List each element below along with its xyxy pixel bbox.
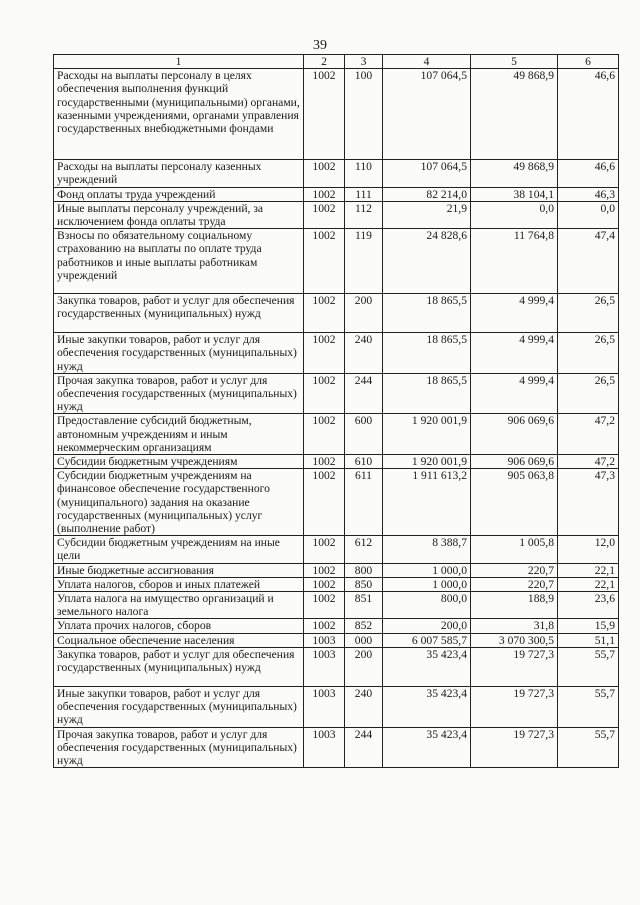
row-name-cell: Субсидии бюджетным учреждениям — [54, 455, 304, 469]
row-expense-type-cell: 851 — [345, 592, 383, 619]
table-row — [54, 373, 619, 414]
row-plan-cell: 107 064,5 — [383, 69, 471, 160]
header-cell-3: 3 — [345, 55, 383, 69]
row-section-cell: 1003 — [304, 727, 345, 768]
row-fact-cell: 0,0 — [471, 201, 558, 228]
row-expense-type-cell: 600 — [345, 414, 383, 455]
row-percent-cell: 26,5 — [558, 373, 619, 414]
table-row — [54, 469, 619, 536]
row-percent-cell: 46,6 — [558, 69, 619, 160]
table-header — [54, 55, 619, 69]
table-row — [54, 633, 619, 647]
row-name-cell: Расходы на выплаты персоналу казенных учреждений — [54, 160, 304, 187]
row-expense-type-cell: 610 — [345, 455, 383, 469]
row-name-cell: Социальное обеспечение населения — [54, 633, 304, 647]
row-section-cell: 1003 — [304, 633, 345, 647]
row-expense-type-cell: 611 — [345, 469, 383, 536]
row-fact-cell: 38 104,1 — [471, 187, 558, 201]
row-percent-cell: 46,3 — [558, 187, 619, 201]
row-plan-cell: 1 000,0 — [383, 577, 471, 591]
row-fact-cell: 220,7 — [471, 577, 558, 591]
row-expense-type-cell: 240 — [345, 686, 383, 727]
row-section-cell: 1002 — [304, 229, 345, 294]
row-section-cell: 1002 — [304, 592, 345, 619]
table-row — [54, 201, 619, 228]
row-section-cell: 1003 — [304, 686, 345, 727]
row-plan-cell: 18 865,5 — [383, 333, 471, 374]
row-fact-cell: 3 070 300,5 — [471, 633, 558, 647]
row-section-cell: 1002 — [304, 69, 345, 160]
row-fact-cell: 31,8 — [471, 619, 558, 633]
row-expense-type-cell: 119 — [345, 229, 383, 294]
row-plan-cell: 82 214,0 — [383, 187, 471, 201]
row-name-cell: Субсидии бюджетным учреждениям на иные цели — [54, 536, 304, 563]
row-fact-cell: 188,9 — [471, 592, 558, 619]
row-plan-cell: 107 064,5 — [383, 160, 471, 187]
header-cell-6: 6 — [558, 55, 619, 69]
row-fact-cell: 49 868,9 — [471, 160, 558, 187]
row-percent-cell: 47,2 — [558, 455, 619, 469]
row-expense-type-cell: 244 — [345, 373, 383, 414]
row-name-cell: Прочая закупка товаров, работ и услуг для обеспечения государственных (муниципальных) нужд — [54, 727, 304, 768]
row-plan-cell: 200,0 — [383, 619, 471, 633]
row-expense-type-cell: 800 — [345, 563, 383, 577]
row-section-cell: 1003 — [304, 647, 345, 686]
row-fact-cell: 19 727,3 — [471, 727, 558, 768]
row-expense-type-cell: 112 — [345, 201, 383, 228]
row-plan-cell: 24 828,6 — [383, 229, 471, 294]
row-percent-cell: 23,6 — [558, 592, 619, 619]
row-section-cell: 1002 — [304, 160, 345, 187]
row-percent-cell: 55,7 — [558, 686, 619, 727]
header-cell-1: 1 — [54, 55, 304, 69]
row-expense-type-cell: 240 — [345, 333, 383, 374]
table-row — [54, 577, 619, 591]
row-name-cell: Фонд оплаты труда учреждений — [54, 187, 304, 201]
row-percent-cell: 47,4 — [558, 229, 619, 294]
row-expense-type-cell: 111 — [345, 187, 383, 201]
row-section-cell: 1002 — [304, 294, 345, 333]
table-row — [54, 536, 619, 563]
row-expense-type-cell: 200 — [345, 294, 383, 333]
row-percent-cell: 0,0 — [558, 201, 619, 228]
table-row — [54, 187, 619, 201]
row-name-cell: Уплата налогов, сборов и иных платежей — [54, 577, 304, 591]
header-row — [54, 55, 619, 69]
row-expense-type-cell: 852 — [345, 619, 383, 633]
row-section-cell: 1002 — [304, 187, 345, 201]
row-name-cell: Прочая закупка товаров, работ и услуг для обеспечения государственных (муниципальных) нужд — [54, 373, 304, 414]
row-section-cell: 1002 — [304, 563, 345, 577]
row-section-cell: 1002 — [304, 414, 345, 455]
table-row — [54, 619, 619, 633]
row-fact-cell: 905 063,8 — [471, 469, 558, 536]
row-section-cell: 1002 — [304, 333, 345, 374]
row-name-cell: Иные закупки товаров, работ и услуг для обеспечения государственных (муниципальных) нужд — [54, 686, 304, 727]
row-percent-cell: 51,1 — [558, 633, 619, 647]
row-section-cell: 1002 — [304, 577, 345, 591]
row-percent-cell: 55,7 — [558, 727, 619, 768]
row-percent-cell: 55,7 — [558, 647, 619, 686]
table-body — [54, 69, 619, 768]
table-row — [54, 69, 619, 160]
row-plan-cell: 35 423,4 — [383, 686, 471, 727]
row-section-cell: 1002 — [304, 619, 345, 633]
row-name-cell: Иные закупки товаров, работ и услуг для обеспечения государственных (муниципальных) нужд — [54, 333, 304, 374]
row-fact-cell: 19 727,3 — [471, 686, 558, 727]
row-section-cell: 1002 — [304, 469, 345, 536]
table-row — [54, 647, 619, 686]
row-percent-cell: 12,0 — [558, 536, 619, 563]
row-percent-cell: 46,6 — [558, 160, 619, 187]
row-plan-cell: 18 865,5 — [383, 294, 471, 333]
row-percent-cell: 26,5 — [558, 294, 619, 333]
table-row — [54, 160, 619, 187]
row-percent-cell: 47,2 — [558, 414, 619, 455]
row-name-cell: Расходы на выплаты персоналу в целях обеспечения выполнения функций государственными (муниципальными) органами, казенными учреждениями, органами управления государственных внебюджетными фондами — [54, 69, 304, 160]
row-fact-cell: 4 999,4 — [471, 294, 558, 333]
header-cell-2: 2 — [304, 55, 345, 69]
table-row — [54, 455, 619, 469]
budget-table — [53, 54, 619, 768]
row-name-cell: Субсидии бюджетным учреждениям на финансовое обеспечение государственного (муниципального) задания на оказание государственных (муниципальных) услуг (выполнение работ) — [54, 469, 304, 536]
row-fact-cell: 11 764,8 — [471, 229, 558, 294]
header-cell-5: 5 — [471, 55, 558, 69]
row-name-cell: Уплата прочих налогов, сборов — [54, 619, 304, 633]
row-plan-cell: 1 000,0 — [383, 563, 471, 577]
row-name-cell: Иные бюджетные ассигнования — [54, 563, 304, 577]
row-fact-cell: 4 999,4 — [471, 373, 558, 414]
row-fact-cell: 1 005,8 — [471, 536, 558, 563]
row-section-cell: 1002 — [304, 201, 345, 228]
row-plan-cell: 1 911 613,2 — [383, 469, 471, 536]
table-row — [54, 686, 619, 727]
header-cell-4: 4 — [383, 55, 471, 69]
row-name-cell: Уплата налога на имущество организаций и земельного налога — [54, 592, 304, 619]
row-plan-cell: 6 007 585,7 — [383, 633, 471, 647]
row-name-cell: Предоставление субсидий бюджетным, автономным учреждениям и иным некоммерческим организациям — [54, 414, 304, 455]
row-percent-cell: 47,3 — [558, 469, 619, 536]
row-plan-cell: 1 920 001,9 — [383, 414, 471, 455]
row-fact-cell: 19 727,3 — [471, 647, 558, 686]
row-name-cell: Закупка товаров, работ и услуг для обеспечения государственных (муниципальных) нужд — [54, 294, 304, 333]
row-section-cell: 1002 — [304, 455, 345, 469]
row-section-cell: 1002 — [304, 373, 345, 414]
table-row — [54, 294, 619, 333]
row-fact-cell: 906 069,6 — [471, 414, 558, 455]
row-expense-type-cell: 000 — [345, 633, 383, 647]
row-plan-cell: 35 423,4 — [383, 727, 471, 768]
row-fact-cell: 906 069,6 — [471, 455, 558, 469]
row-expense-type-cell: 110 — [345, 160, 383, 187]
row-percent-cell: 26,5 — [558, 333, 619, 374]
row-plan-cell: 21,9 — [383, 201, 471, 228]
table-row — [54, 414, 619, 455]
row-expense-type-cell: 612 — [345, 536, 383, 563]
page-number: 39 — [313, 38, 327, 53]
table-row — [54, 727, 619, 768]
row-fact-cell: 49 868,9 — [471, 69, 558, 160]
row-name-cell: Иные выплаты персоналу учреждений, за исключением фонда оплаты труда — [54, 201, 304, 228]
row-fact-cell: 220,7 — [471, 563, 558, 577]
table-row — [54, 592, 619, 619]
row-plan-cell: 800,0 — [383, 592, 471, 619]
row-fact-cell: 4 999,4 — [471, 333, 558, 374]
row-plan-cell: 35 423,4 — [383, 647, 471, 686]
row-plan-cell: 18 865,5 — [383, 373, 471, 414]
table-row — [54, 563, 619, 577]
row-expense-type-cell: 850 — [345, 577, 383, 591]
row-percent-cell: 22,1 — [558, 563, 619, 577]
row-expense-type-cell: 100 — [345, 69, 383, 160]
row-plan-cell: 1 920 001,9 — [383, 455, 471, 469]
row-name-cell: Взносы по обязательному социальному страхованию на выплаты по оплате труда работников и иные выплаты работникам учреждений — [54, 229, 304, 294]
table-row — [54, 229, 619, 294]
row-percent-cell: 15,9 — [558, 619, 619, 633]
row-section-cell: 1002 — [304, 536, 345, 563]
row-name-cell: Закупка товаров, работ и услуг для обеспечения государственных (муниципальных) нужд — [54, 647, 304, 686]
row-expense-type-cell: 244 — [345, 727, 383, 768]
table-row — [54, 333, 619, 374]
row-percent-cell: 22,1 — [558, 577, 619, 591]
row-plan-cell: 8 388,7 — [383, 536, 471, 563]
row-expense-type-cell: 200 — [345, 647, 383, 686]
